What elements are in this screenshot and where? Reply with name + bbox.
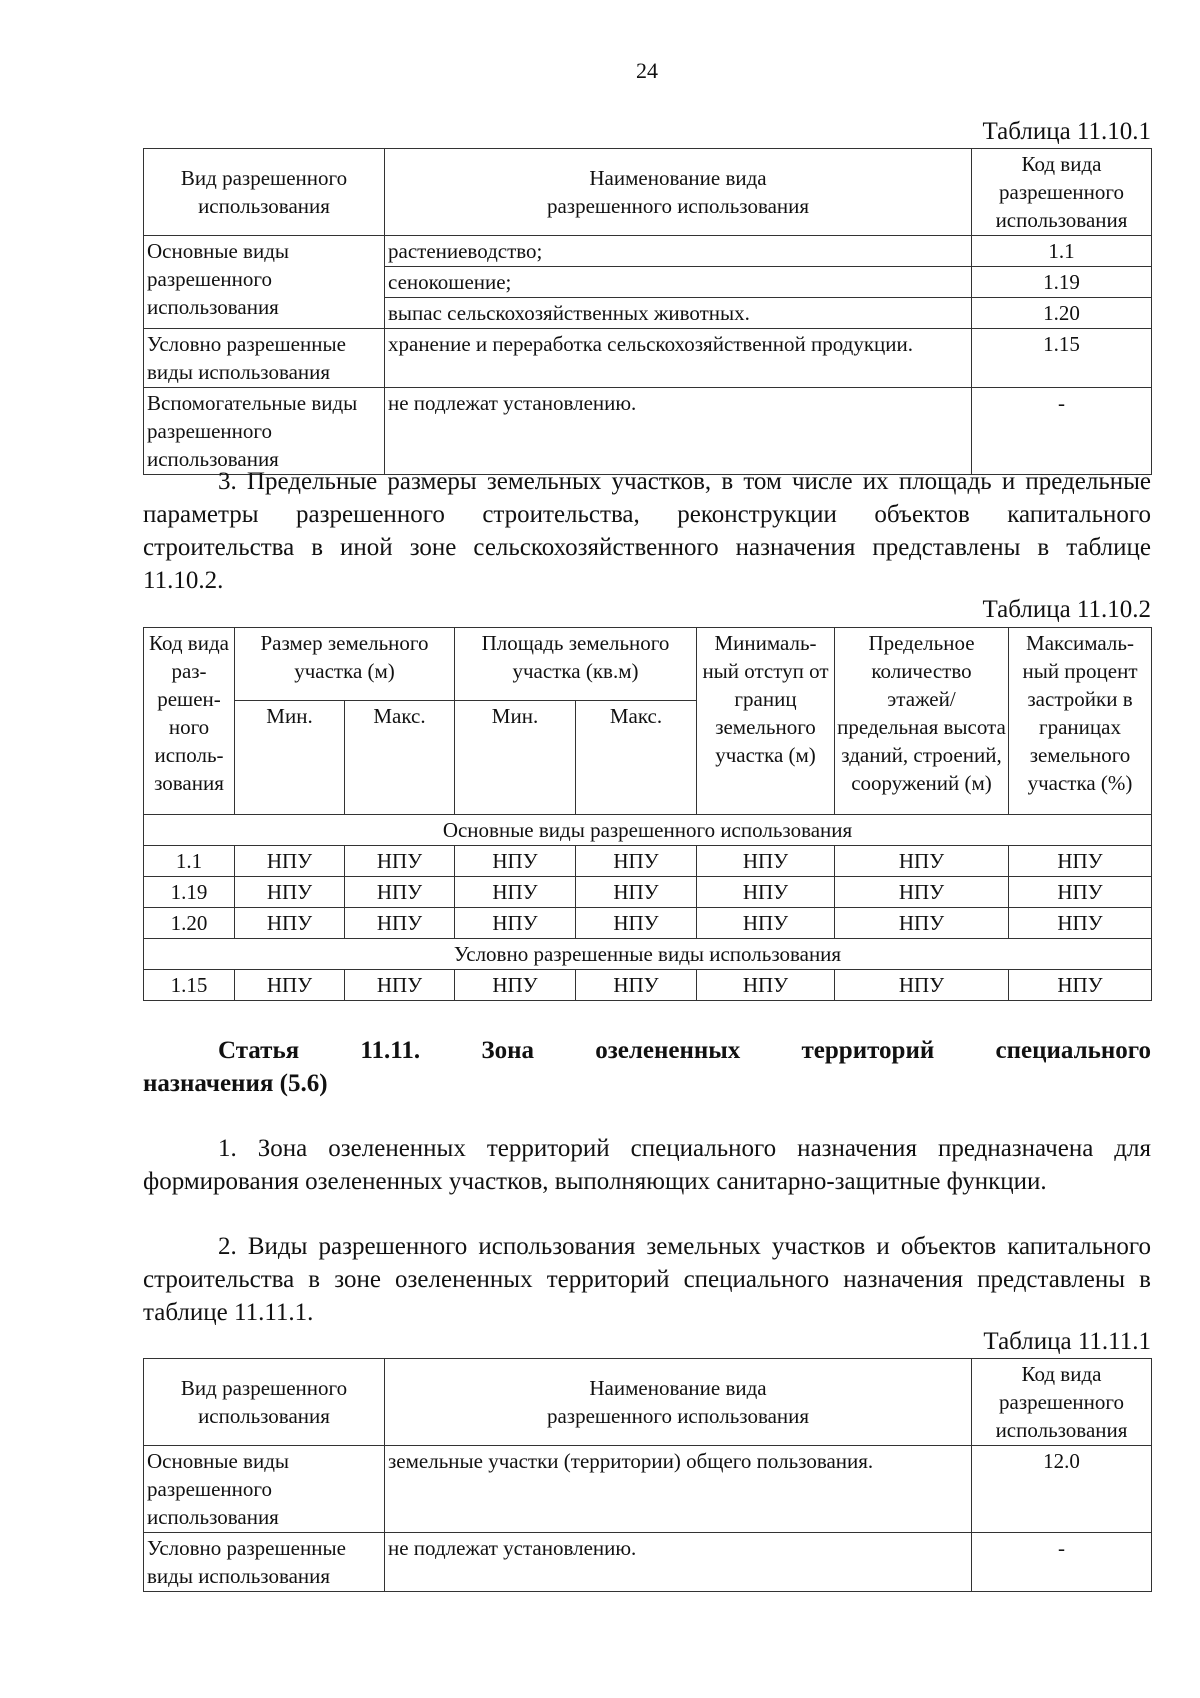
category-cell: Условно разрешенные виды использования [144, 329, 385, 388]
header-setback-cell: Минималь-ный отступ от границ земельного участка (м) [697, 628, 835, 815]
use-code-cell: 1.15 [972, 329, 1152, 388]
header-line: Наименование вида [589, 166, 767, 190]
value-cell: НПУ [235, 970, 345, 1001]
category-cell: Основные виды разрешенного использования [144, 1446, 385, 1533]
header-percent-cell: Максималь-ный процент застройки в границах земельного участка (%) [1009, 628, 1152, 815]
value-cell: НПУ [835, 970, 1009, 1001]
header-area-max: Макс. [576, 701, 697, 815]
table-11-10-1 [143, 148, 1152, 475]
header-line: использования [198, 194, 330, 218]
value-cell: НПУ [576, 908, 697, 939]
value-cell: НПУ [1009, 970, 1152, 1001]
value-cell: НПУ [576, 846, 697, 877]
header-size-min: Мин. [235, 701, 345, 815]
article-heading [143, 1034, 1151, 1100]
article-paragraph-2: 2. Виды разрешенного использования земельных участков и объектов капитального строительства в зоне озелененных территорий специального назначения представлены в таблице 11.11.1. [143, 1233, 1151, 1326]
value-cell: НПУ [697, 970, 835, 1001]
value-cell: НПУ [576, 970, 697, 1001]
category-cell: Вспомогательные виды разрешенного использования [144, 388, 385, 475]
table-body [144, 815, 1152, 1001]
header-cell-type [144, 149, 385, 236]
value-cell: НПУ [697, 908, 835, 939]
value-cell: НПУ [576, 877, 697, 908]
category-cell: Основные виды разрешенного использования [144, 236, 385, 329]
table-row [144, 1446, 1152, 1533]
table-row [144, 236, 1152, 267]
header-line: использования [995, 208, 1128, 232]
header-line: разрешенного использования [546, 1404, 810, 1428]
table-11-11-1 [143, 1358, 1152, 1592]
code-cell: 1.19 [144, 877, 235, 908]
header-size-max: Макс. [345, 701, 455, 815]
use-code-cell: 1.20 [972, 298, 1152, 329]
table-header-row [144, 1359, 1152, 1446]
use-code-cell: 1.1 [972, 236, 1152, 267]
use-name-cell: растениеводство; [385, 236, 972, 267]
table-row [144, 846, 1152, 877]
table-header-row [144, 628, 1152, 701]
article-paragraph-1: 1. Зона озелененных территорий специального назначения предназначена для формирования озелененных участков, выполняющих санитарно-защитные функции. [143, 1135, 1151, 1195]
header-area-cell: Площадь земельного участка (кв.м) [455, 628, 697, 701]
use-name-cell: не подлежат установлению. [385, 1533, 972, 1592]
section-title-cell: Условно разрешенные виды использования [144, 939, 1152, 970]
header-cell-code [972, 1359, 1152, 1446]
value-cell: НПУ [1009, 846, 1152, 877]
table-row [144, 908, 1152, 939]
header-line: Вид разрешенного [180, 166, 348, 190]
value-cell: НПУ [345, 877, 455, 908]
header-line: Наименование вида [589, 1376, 767, 1400]
value-cell: НПУ [697, 846, 835, 877]
use-name-cell: сенокошение; [385, 267, 972, 298]
table-row [144, 970, 1152, 1001]
header-cell-type [144, 1359, 385, 1446]
table-caption-11-10-2: Таблица 11.10.2 [982, 596, 1151, 623]
use-name-cell: выпас сельскохозяйственных животных. [385, 298, 972, 329]
category-cell: Условно разрешенные виды использования [144, 1533, 385, 1592]
value-cell: НПУ [345, 908, 455, 939]
value-cell: НПУ [1009, 877, 1152, 908]
page-number: 24 [636, 58, 658, 83]
value-cell: НПУ [1009, 908, 1152, 939]
header-line: разрешенного [999, 180, 1124, 204]
header-line: Вид разрешенного [180, 1376, 348, 1400]
header-code-cell: Код вида раз-решен-ного исполь-зования [144, 628, 235, 815]
table-row [144, 388, 1152, 475]
header-line: использования [995, 1418, 1128, 1442]
section-row [144, 815, 1152, 846]
header-line: использования [198, 1404, 330, 1428]
code-cell: 1.15 [144, 970, 235, 1001]
header-line: разрешенного [999, 1390, 1124, 1414]
header-cell-code [972, 149, 1152, 236]
value-cell: НПУ [835, 877, 1009, 908]
table-row [144, 329, 1152, 388]
code-cell: 1.20 [144, 908, 235, 939]
use-code-cell: 1.19 [972, 267, 1152, 298]
header-size-cell: Размер земельного участка (м) [235, 628, 455, 701]
code-cell: 1.1 [144, 846, 235, 877]
use-code-cell: 12.0 [972, 1446, 1152, 1533]
value-cell: НПУ [345, 846, 455, 877]
table-header-row [144, 149, 1152, 236]
value-cell: НПУ [697, 877, 835, 908]
value-cell: НПУ [835, 908, 1009, 939]
value-cell: НПУ [455, 846, 576, 877]
value-cell: НПУ [835, 846, 1009, 877]
article-heading-line-1: Статья 11.11. Зона озелененных территорий специального [218, 1037, 1151, 1064]
table-11-10-2 [143, 627, 1152, 1001]
value-cell: НПУ [345, 970, 455, 1001]
value-cell: НПУ [455, 970, 576, 1001]
article-heading-line-2: назначения (5.6) [143, 1070, 328, 1097]
section-row [144, 939, 1152, 970]
table-row [144, 877, 1152, 908]
table-caption-11-11-1: Таблица 11.11.1 [983, 1328, 1151, 1355]
table-caption-11-10-1: Таблица 11.10.1 [982, 118, 1151, 145]
header-cell-name [385, 149, 972, 236]
value-cell: НПУ [235, 877, 345, 908]
value-cell: НПУ [235, 846, 345, 877]
paragraph-3: 3. Предельные размеры земельных участков, в том числе их площадь и предельные параметры разрешенного строительства, реконструкции объектов капитального строительства в иной зоне сельскохозяйственного назначения представлены в таблице 11.10.2. [143, 468, 1151, 594]
use-code-cell: - [972, 1533, 1152, 1592]
use-name-cell: земельные участки (территории) общего пользования. [385, 1446, 972, 1533]
table-row [144, 1533, 1152, 1592]
section-title-cell: Основные виды разрешенного использования [144, 815, 1152, 846]
header-line: Код вида [1021, 152, 1102, 176]
header-area-min: Мин. [455, 701, 576, 815]
value-cell: НПУ [455, 877, 576, 908]
value-cell: НПУ [455, 908, 576, 939]
use-name-cell: хранение и переработка сельскохозяйственной продукции. [385, 329, 972, 388]
header-line: разрешенного использования [546, 194, 810, 218]
header-cell-name [385, 1359, 972, 1446]
header-line: Код вида [1021, 1362, 1102, 1386]
use-name-cell: не подлежат установлению. [385, 388, 972, 475]
header-floors-cell: Предельное количество этажей/ предельная высота зданий, строений, сооружений (м) [835, 628, 1009, 815]
value-cell: НПУ [235, 908, 345, 939]
use-code-cell: - [972, 388, 1152, 475]
